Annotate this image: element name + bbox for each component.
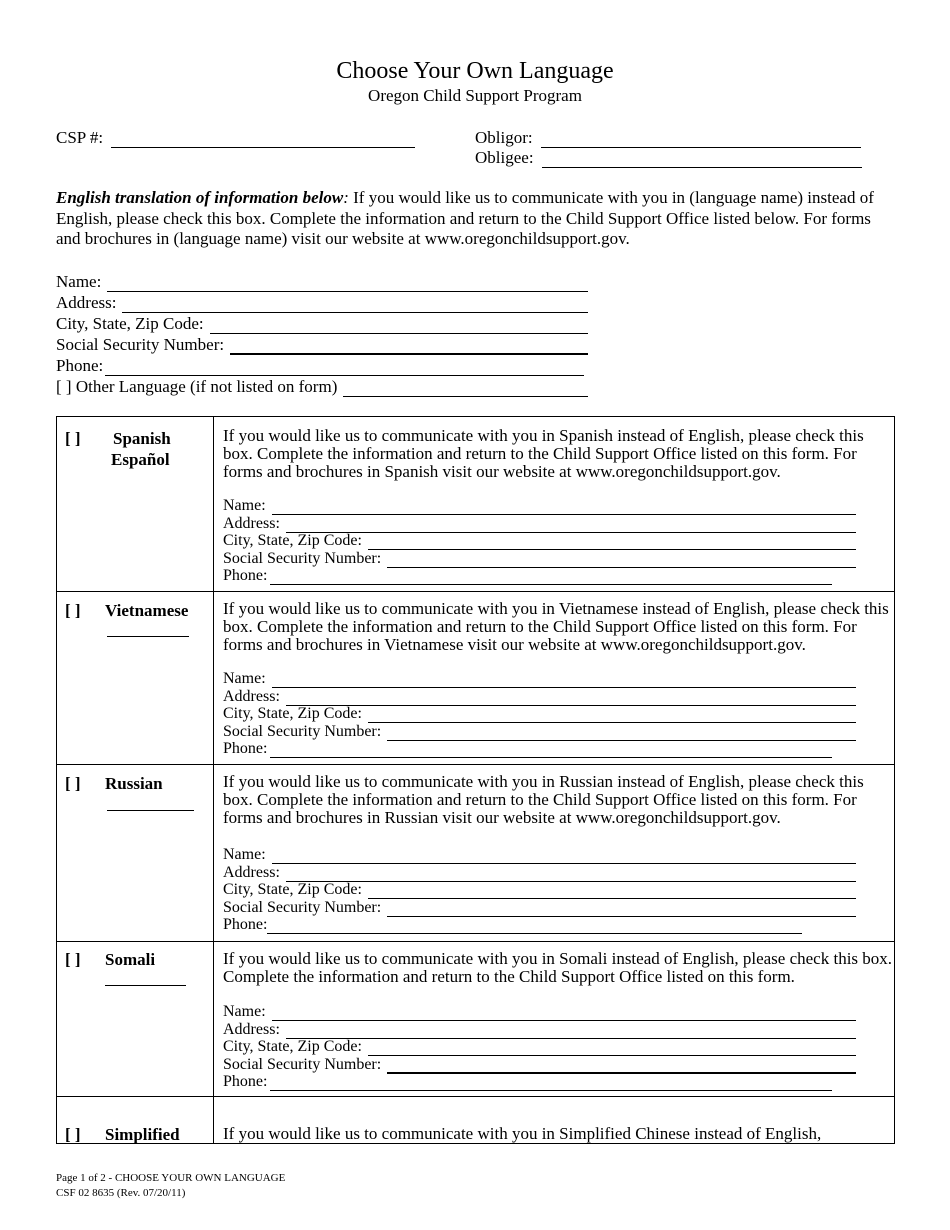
name-label: Name:: [56, 272, 102, 291]
spanish-phone-label: Phone:: [223, 567, 268, 584]
russian-phone-line[interactable]: [267, 920, 802, 934]
obligor-label: Obligor:: [475, 128, 533, 147]
simplified-checkbox[interactable]: [ ]: [65, 1125, 81, 1144]
russian-ssn-label: Social Security Number:: [223, 899, 382, 916]
spanish-address-field[interactable]: [223, 516, 856, 533]
somali-native-line: [105, 985, 186, 986]
somali-city-field[interactable]: [223, 1039, 856, 1056]
simplified-paragraph: If you would like us to communicate with you in Simplified Chinese instead of English,: [223, 1124, 822, 1143]
spanish-language-name: Spanish: [113, 429, 171, 448]
vietnamese-name-field[interactable]: [223, 671, 856, 688]
russian-language-name: Russian: [105, 774, 163, 793]
russian-name-field[interactable]: [223, 847, 856, 864]
obligor-line[interactable]: [541, 133, 861, 148]
spanish-paragraph: If you would like us to communicate with you in Spanish instead of English, please check this box. Complete the information and return to the Child Support Office listed on this form. For forms and brochures in Spanish visit our website at www.oregonchildsupport.gov.: [223, 426, 864, 481]
obligee-line[interactable]: [542, 153, 862, 168]
vietnamese-ssn-line[interactable]: [387, 727, 856, 741]
russian-ssn-field[interactable]: [223, 900, 856, 917]
russian-city-line[interactable]: [368, 885, 856, 899]
obligee-label: Obligee:: [475, 148, 534, 167]
spanish-phone-field[interactable]: [223, 568, 832, 585]
vietnamese-name-label: Name:: [223, 670, 266, 687]
russian-address-field[interactable]: [223, 865, 856, 882]
vietnamese-paragraph: If you would like us to communicate with you in Vietnamese instead of English, please check this box. Complete the information and return to the Child Support Office listed on this form. For forms and brochures in Vietnamese visit our website at www.oregonchildsupport.gov.: [223, 599, 889, 654]
phone-field[interactable]: [56, 356, 584, 376]
vietnamese-phone-label: Phone:: [223, 740, 268, 757]
vietnamese-city-field[interactable]: [223, 706, 856, 723]
russian-city-label: City, State, Zip Code:: [223, 881, 362, 898]
spanish-city-label: City, State, Zip Code:: [223, 532, 362, 549]
spanish-address-line[interactable]: [286, 519, 856, 533]
russian-name-line[interactable]: [272, 850, 856, 864]
language-row-russian: [57, 764, 894, 941]
somali-checkbox[interactable]: [ ]: [65, 950, 81, 969]
russian-address-line[interactable]: [286, 868, 856, 882]
csp-label: CSP #:: [56, 128, 104, 147]
other-language-line[interactable]: [343, 382, 588, 397]
spanish-name-label: Name:: [223, 497, 266, 514]
vietnamese-phone-field[interactable]: [223, 741, 832, 758]
address-field[interactable]: [56, 293, 588, 313]
ssn-line[interactable]: [230, 339, 588, 355]
vietnamese-ssn-field[interactable]: [223, 724, 856, 741]
obligee-field[interactable]: [475, 148, 862, 168]
name-field[interactable]: [56, 272, 588, 292]
language-row-simplified: [57, 1096, 894, 1144]
somali-address-label: Address:: [223, 1021, 280, 1038]
vietnamese-language-name: Vietnamese: [105, 601, 189, 620]
somali-name-line[interactable]: [272, 1007, 856, 1021]
somali-city-line[interactable]: [368, 1042, 856, 1056]
russian-name-label: Name:: [223, 846, 266, 863]
footer-page: Page 1 of 2 - CHOOSE YOUR OWN LANGUAGE: [56, 1172, 286, 1184]
languages-table: [56, 416, 895, 1144]
vietnamese-checkbox[interactable]: [ ]: [65, 601, 81, 620]
spanish-ssn-line[interactable]: [387, 554, 856, 568]
phone-line[interactable]: [105, 361, 584, 376]
intro-lead: English translation of information below: [56, 188, 344, 207]
spanish-native-name: Español: [111, 450, 170, 469]
other-language-field[interactable]: [56, 377, 588, 397]
spanish-checkbox[interactable]: [ ]: [65, 429, 81, 448]
vietnamese-phone-line[interactable]: [270, 744, 832, 758]
russian-phone-label: Phone:: [223, 916, 268, 933]
csp-field[interactable]: [56, 128, 415, 148]
somali-address-field[interactable]: [223, 1022, 856, 1039]
footer-form-number: CSF 02 8635 (Rev. 07/20/11): [56, 1187, 186, 1199]
spanish-address-label: Address:: [223, 515, 280, 532]
somali-phone-label: Phone:: [223, 1073, 268, 1090]
other-language-label: [ ] Other Language (if not listed on form): [56, 377, 338, 396]
somali-ssn-field[interactable]: [223, 1057, 856, 1074]
russian-native-line: [107, 810, 194, 811]
spanish-name-field[interactable]: [223, 498, 856, 515]
page-subtitle: Oregon Child Support Program: [368, 86, 582, 105]
intro-paragraph: [56, 188, 896, 250]
vietnamese-city-label: City, State, Zip Code:: [223, 705, 362, 722]
somali-paragraph: If you would like us to communicate with you in Somali instead of English, please check this box. Complete the information and return to the Child Support Office listed on this form.: [223, 949, 893, 986]
spanish-ssn-label: Social Security Number:: [223, 550, 382, 567]
vietnamese-ssn-label: Social Security Number:: [223, 723, 382, 740]
language-row-somali: [57, 941, 894, 1096]
city-label: City, State, Zip Code:: [56, 314, 204, 333]
spanish-city-field[interactable]: [223, 533, 856, 550]
page-title: Choose Your Own Language: [336, 58, 614, 84]
ssn-label: Social Security Number:: [56, 335, 225, 354]
somali-phone-line[interactable]: [270, 1077, 832, 1091]
address-label: Address:: [56, 293, 117, 312]
somali-name-field[interactable]: [223, 1004, 856, 1021]
phone-label: Phone:: [56, 356, 104, 375]
russian-checkbox[interactable]: [ ]: [65, 774, 81, 793]
vietnamese-city-line[interactable]: [368, 709, 856, 723]
russian-ssn-line[interactable]: [387, 903, 856, 917]
language-row-spanish: [57, 417, 894, 591]
somali-city-label: City, State, Zip Code:: [223, 1038, 362, 1055]
russian-phone-field[interactable]: [223, 917, 802, 934]
spanish-city-line[interactable]: [368, 536, 856, 550]
vietnamese-native-line: [107, 636, 189, 637]
intro-text: If you would like us to communicate with you in (language name) instead of English, please check this box. Complete the information and return to the Child Support Office listed below. For forms and brochures in (language name) visit our website at www.oregonchildsupport.gov.: [56, 188, 874, 248]
ssn-field[interactable]: [56, 335, 588, 355]
name-line[interactable]: [107, 277, 588, 292]
somali-name-label: Name:: [223, 1003, 266, 1020]
csp-line[interactable]: [111, 133, 415, 148]
city-line[interactable]: [210, 319, 588, 334]
language-row-vietnamese: [57, 591, 894, 764]
city-field[interactable]: [56, 314, 588, 334]
spanish-phone-line[interactable]: [270, 571, 832, 585]
somali-address-line[interactable]: [286, 1025, 856, 1039]
russian-address-label: Address:: [223, 864, 280, 881]
address-line[interactable]: [122, 298, 588, 313]
somali-phone-field[interactable]: [223, 1074, 832, 1091]
russian-city-field[interactable]: [223, 882, 856, 899]
somali-ssn-line[interactable]: [387, 1059, 856, 1074]
somali-ssn-label: Social Security Number:: [223, 1056, 382, 1073]
somali-language-name: Somali: [105, 950, 156, 969]
russian-paragraph: If you would like us to communicate with you in Russian instead of English, please check this box. Complete the information and return to the Child Support Office listed on this form. For forms and brochures in Russian visit our website at www.oregonchildsupport.gov.: [223, 772, 864, 827]
simplified-language-name: Simplified: [105, 1125, 180, 1144]
vietnamese-name-line[interactable]: [272, 674, 856, 688]
spanish-name-line[interactable]: [272, 501, 856, 515]
spanish-ssn-field[interactable]: [223, 551, 856, 568]
intro-colon: :: [343, 188, 349, 207]
vietnamese-address-label: Address:: [223, 688, 280, 705]
obligor-field[interactable]: [475, 128, 861, 148]
vietnamese-address-field[interactable]: [223, 689, 856, 706]
vietnamese-address-line[interactable]: [286, 692, 856, 706]
